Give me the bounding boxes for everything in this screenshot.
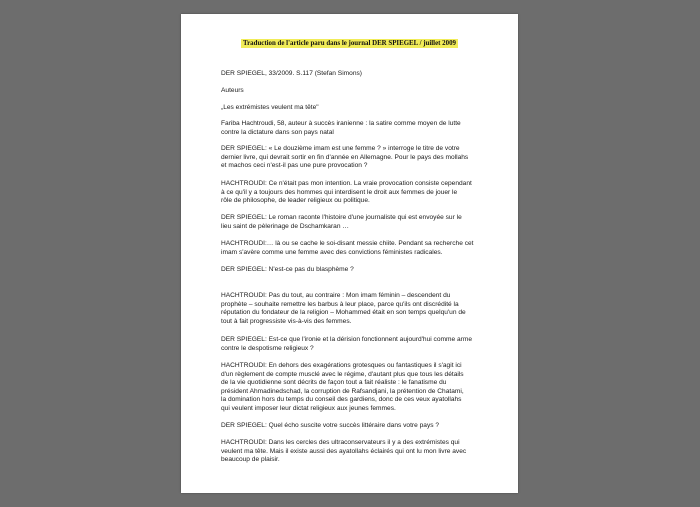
title-row — [181, 32, 518, 50]
document-page — [181, 14, 518, 493]
answer-paragraph: HACHTROUDI: En dehors des exagérations grotesques ou fantastiques il s'agit ici d'un règlement de compte musclé avec le régime, d'autant plus que tous les détails de la vie quotidienne sont décrits de façon tout a fait réaliste : le fanatisme du président Ahmadinedschad, la corruption de Rafsandjani, la prétention de Chatami, la domination hors du temps du conseil des gardiens, donc de ces veux ayatollahs qui veulent imposer leur dictat religieux aux jeunes femmes. — [221, 362, 464, 412]
document-title: Traduction de l'article paru dans le journal DER SPIEGEL / juillet 2009 — [243, 40, 456, 47]
intro-paragraph: Fariba Hachtroudi, 58, auteur à succès iranienne : la satire comme moyen de lutte contre la dictature dans son pays natal — [221, 120, 461, 136]
question-paragraph: DER SPIEGEL: Le roman raconte l'histoire d'une journaliste qui est envoyée sur le lieu saint de pèlerinage de Dschamkaran … — [221, 214, 462, 230]
answer-paragraph: HACHTROUDI: Dans les cercles des ultraconservateurs il y a des extrémistes qui veulent ma tête. Mais il existe aussi des ayatollahs éclairés qui ont lu mon livre avec beaucoup de plaisir. — [221, 439, 467, 464]
question-paragraph: DER SPIEGEL: Est-ce que l'ironie et la dérision fonctionnent aujourd'hui comme arme contre le despotisme religieux ? — [221, 336, 473, 352]
article-headline: „Les extrémistes veulent ma tête" — [221, 104, 319, 111]
question-paragraph: DER SPIEGEL: N'est-ce pas du blasphème ? — [221, 266, 354, 273]
answer-paragraph: HACHTROUDI:… là ou se cache le soi-disant messie chiite. Pendant sa recherche cet imam s'avère comme une femme avec des convictions féministes radicales. — [221, 240, 474, 256]
question-paragraph: DER SPIEGEL: « Le douzième imam est une femme ? » interroge le titre de votre dernier livre, qui devrait sortir en fin d'année en Allemagne. Pour le pays des mollahs et machos ceci n'est-il pas une pure provocation ? — [221, 145, 469, 170]
answer-paragraph: HACHTROUDI: Pas du tout, au contraire : Mon imam féminin – descendent du prophète – souhaite remettre les barbus à leur place, parce qu'ils ont discrédité la réputation du fondateur de la religion – Mohammed était en son temps quelqu'un de tout à fait progressiste vis-à-vis des femmes. — [221, 292, 466, 325]
question-paragraph: DER SPIEGEL: Quel écho suscite votre succès littéraire dans votre pays ? — [221, 422, 440, 429]
citation-line: DER SPIEGEL, 33/2009. S.117 (Stefan Simons) — [221, 70, 362, 77]
section-label: Auteurs — [221, 87, 244, 94]
answer-paragraph: HACHTROUDI: Ce n'était pas mon intention. La vraie provocation consiste cependant à ce qu'il y a toujours des hommes qui interdisent le droit aux femmes de jouer le rôle de philosophe, de leader religieux ou politique. — [221, 180, 472, 205]
